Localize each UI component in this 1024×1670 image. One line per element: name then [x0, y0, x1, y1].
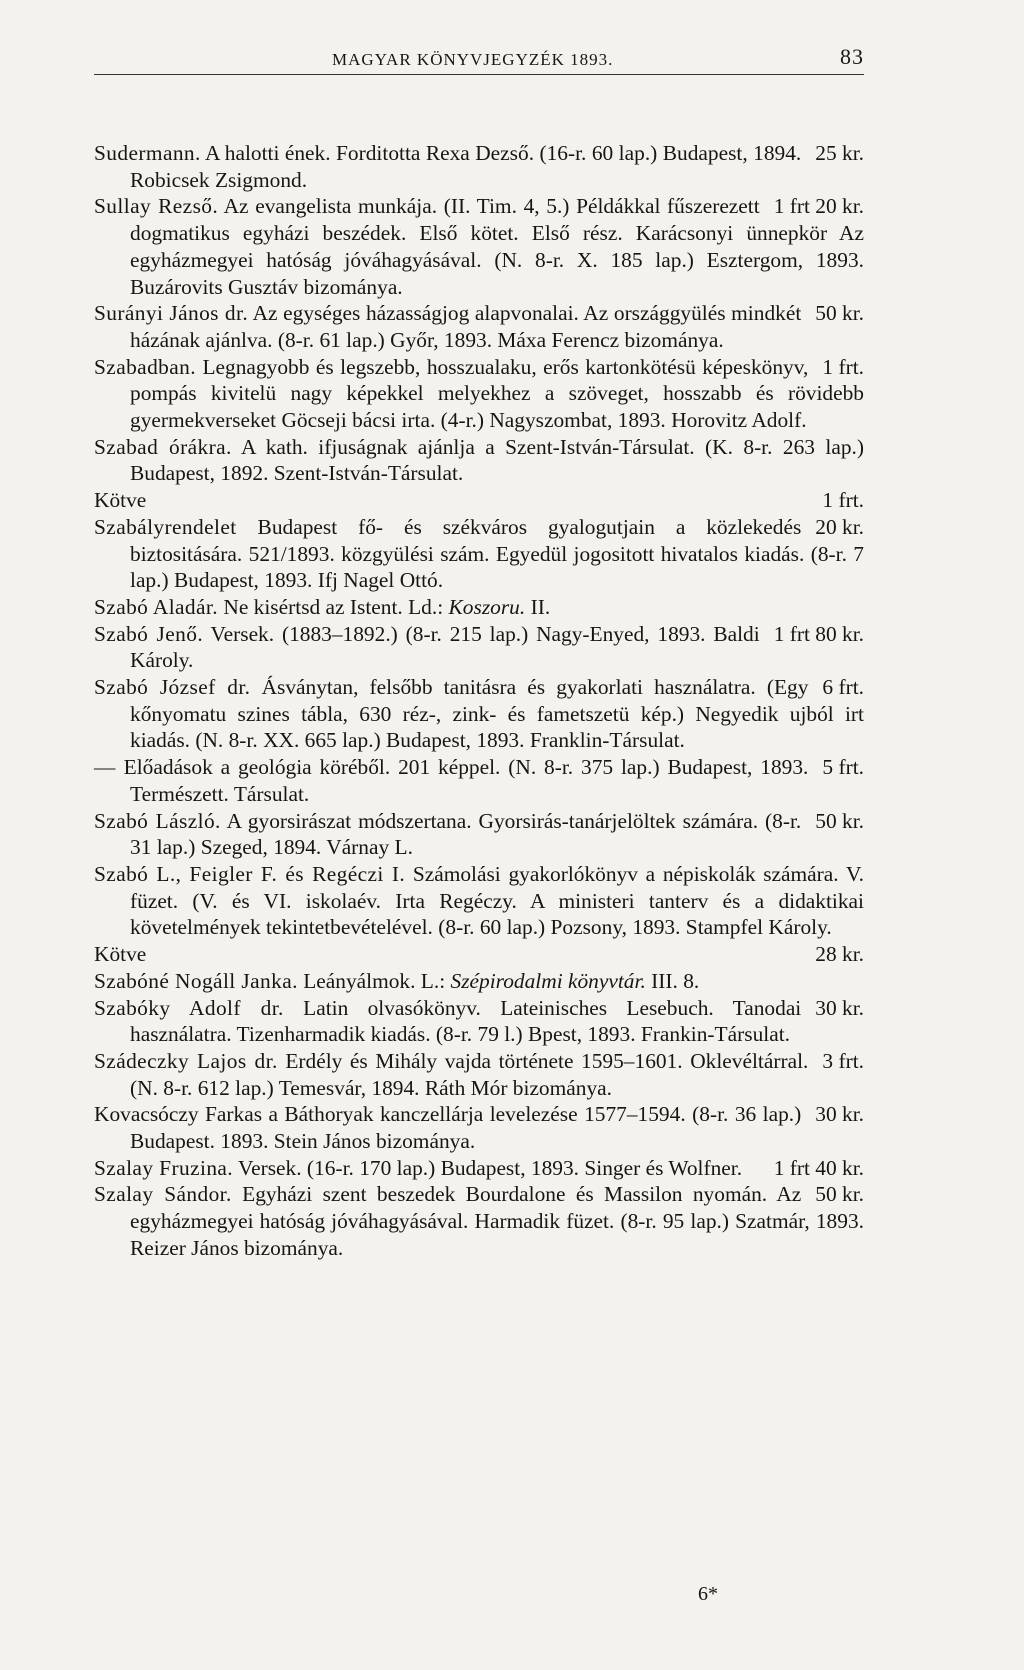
entry-text: Egyházi szent beszedek Bourdalone és Massilon nyomán. Az egyházmegyei hatóság jóváhagyásával. Harmadik füzet. (8-r. 95 lap.) Szatmár, 1893. Reizer János bizománya.: [130, 1182, 864, 1260]
catalog-entry: [94, 140, 864, 193]
entry-price: 1 frt 20 kr.: [773, 194, 864, 219]
entry-text: Kötve: [94, 488, 147, 513]
catalog-entry: [94, 861, 864, 941]
entry-text: A kath. ifjuságnak ajánlja a Szent-István-Társulat. (K. 8-r. 263 lap.) Budapest, 1892. Szent-István-Társulat.: [130, 434, 864, 486]
entry-author: Surányi János dr.: [94, 301, 249, 326]
catalog-entry: [94, 995, 864, 1048]
entry-author: Szabóné Nogáll Janka.: [94, 968, 298, 993]
entry-text: Előadások a geológia köréből. 201 képpel. (N. 8-r. 375 lap.) Budapest, 1893. Természett. Társulat.: [123, 755, 809, 806]
catalog-entry: [94, 754, 864, 807]
entry-price: 1 frt.: [822, 354, 864, 379]
entry-author: Szádeczky Lajos dr.: [94, 1048, 278, 1073]
entry-text: Legnagyobb és legszebb, hosszualaku, erős kartonkötésü képeskönyv, pompás kivitelü nagy képekkel melyekhez a szöveget, hosszabb és rövidebb gyermekverseket Göcseji bácsi irta. (4-r.) Nagyszombat, 1893. Horovitz Adolf.: [130, 354, 864, 433]
entry-text: Kovacsóczy Farkas a Báthoryak kanczellárja levelezése 1577–1594. (8-r. 36 lap.) Budapest. 1893. Stein János bizománya.: [94, 1102, 802, 1154]
entry-price: 1 frt.: [822, 488, 864, 513]
entry-text: Budapest fő- és székváros gyalogutjain a közlekedés biztositására. 521/1893. közgyülési szám. Egyedül jogositott hivatalos kiadás. (8-r. 7 lap.) Budapest, 1893. Ifj Nagel Ottó.: [130, 514, 864, 593]
entry-price: 50 kr.: [815, 301, 864, 326]
entry-author: Szabó L., Feigler F. és Regéczi I.: [94, 861, 406, 886]
entry-author: Szabadban.: [94, 354, 197, 379]
catalog-entry: [94, 354, 864, 434]
entry-series-title: Szépirodalmi könyvtár.: [450, 968, 646, 993]
entry-series-title: Koszoru.: [448, 594, 526, 619]
entry-price: 30 kr.: [815, 995, 864, 1020]
entry-author: Szabályrendelet: [94, 514, 237, 539]
entry-author: —: [94, 755, 116, 780]
catalog-entry: [94, 300, 864, 353]
catalog-entry: [94, 1101, 864, 1154]
page-number: 83: [840, 44, 864, 69]
entry-price: 20 kr.: [815, 514, 864, 539]
entry-price: 25 kr.: [815, 141, 864, 165]
entry-text: A halotti ének. Forditotta Rexa Dezső. (16-r. 60 lap.) Budapest, 1894. Robicsek Zsigmond.: [130, 141, 802, 192]
entry-text: Leányálmok. L.:: [303, 968, 446, 993]
catalog-entry: [94, 941, 864, 968]
catalog-entry: [94, 674, 864, 754]
running-title: MAGYAR KÖNYVJEGYZÉK 1893.: [332, 50, 614, 69]
entry-text: Latin olvasókönyv. Lateinisches Lesebuch. Tanodai használatra. Tizenharmadik kiadás. (8-r. 79 l.) Bpest, 1893. Frankin-Társulat.: [130, 995, 802, 1047]
entry-author: Szalay Fruzina.: [94, 1155, 234, 1180]
entry-text: A gyorsirászat módszertana. Gyorsirás-tanárjelöltek számára. (8-r. 31 lap.) Szeged, 1894. Várnay L.: [130, 808, 802, 860]
entry-price: 5 frt.: [822, 755, 864, 780]
entry-text: Ne kisértsd az Istent. Ld.:: [223, 594, 444, 619]
entry-price: 50 kr.: [815, 808, 864, 833]
entry-price: 50 kr.: [815, 1182, 864, 1207]
catalog-entry: [94, 193, 864, 300]
entry-author: Szabó József dr.: [94, 675, 251, 700]
page: [94, 40, 864, 1262]
catalog-entry: [94, 1181, 864, 1261]
entry-author: Szabad órákra.: [94, 434, 232, 459]
entry-text: Az egységes házasságjog alapvonalai. Az országgyülés mindkét házának ajánlva. (8-r. 61 lap.) Győr, 1893. Máxa Ferencz bizománya.: [130, 301, 802, 352]
entry-text: Az evangelista munkája. (II. Tim. 4, 5.) Példákkal fűszerezett dogmatikus egyházi beszédek. Első kötet. Első rész. Karácsonyi ünnepkör Az egyházmegyei hatóság jóváhagyásával. (N. 8-r. X. 185 lap.) Esztergom, 1893. Buzárovits Gusztáv bizománya.: [130, 194, 864, 299]
entry-author: Szabó László.: [94, 808, 221, 833]
bibliography-entries: [94, 140, 864, 1262]
catalog-entry: [94, 808, 864, 861]
entry-price: 1 frt 40 kr.: [773, 1155, 864, 1180]
running-header: [94, 40, 864, 75]
entry-text: Versek. (16-r. 170 lap.) Budapest, 1893. Singer és Wolfner.: [238, 1155, 743, 1180]
entry-price: 28 kr.: [815, 942, 864, 967]
entry-text: Számolási gyakorlókönyv a népiskolák számára. V. füzet. (V. és VI. iskolaév. Irta Regéczy. A ministeri tanterv és a didaktikai követelmények tekintetbevételével. (8-r. 60 lap.) Pozsony, 1893. Stampfel Károly.: [130, 861, 864, 940]
catalog-entry: [94, 487, 864, 514]
signature-mark: 6*: [698, 1583, 718, 1605]
entry-author: Szabó Jenő.: [94, 621, 204, 646]
entry-text: Erdély és Mihály vajda története 1595–1601. Oklevéltárral. (N. 8-r. 612 lap.) Temesvár, 1894. Ráth Mór bizománya.: [130, 1048, 809, 1100]
entry-text-tail: III. 8.: [651, 968, 700, 993]
catalog-entry: [94, 514, 864, 594]
entry-price: 6 frt.: [822, 675, 864, 700]
entry-text: Kötve: [94, 942, 147, 967]
catalog-entry: [94, 1155, 864, 1182]
entry-text: Ásványtan, felsőbb tanitásra és gyakorlati használatra. (Egy kőnyomatu szines tábla, 630 réz-, zink- és fametszetü kép.) Negyedik ujból irt kiadás. (N. 8-r. XX. 665 lap.) Budapest, 1893. Franklin-Társulat.: [130, 675, 864, 753]
entry-author: Szabóky Adolf dr.: [94, 995, 284, 1020]
catalog-entry: [94, 1048, 864, 1101]
catalog-entry: [94, 434, 864, 487]
entry-author: Szalay Sándor.: [94, 1182, 232, 1207]
entry-price: 1 frt 80 kr.: [773, 621, 864, 646]
entry-text: Versek. (1883–1892.) (8-r. 215 lap.) Nagy-Enyed, 1893. Baldi Károly.: [130, 621, 760, 673]
entry-text-tail: II.: [530, 594, 551, 619]
entry-price: 30 kr.: [815, 1102, 864, 1127]
catalog-entry: [94, 621, 864, 674]
catalog-entry: [94, 594, 864, 621]
entry-author: Sullay Rezső.: [94, 194, 219, 219]
catalog-entry: [94, 968, 864, 995]
entry-author: Sudermann.: [94, 141, 201, 165]
entry-author: Szabó Aladár.: [94, 594, 219, 619]
entry-price: 3 frt.: [822, 1048, 864, 1073]
